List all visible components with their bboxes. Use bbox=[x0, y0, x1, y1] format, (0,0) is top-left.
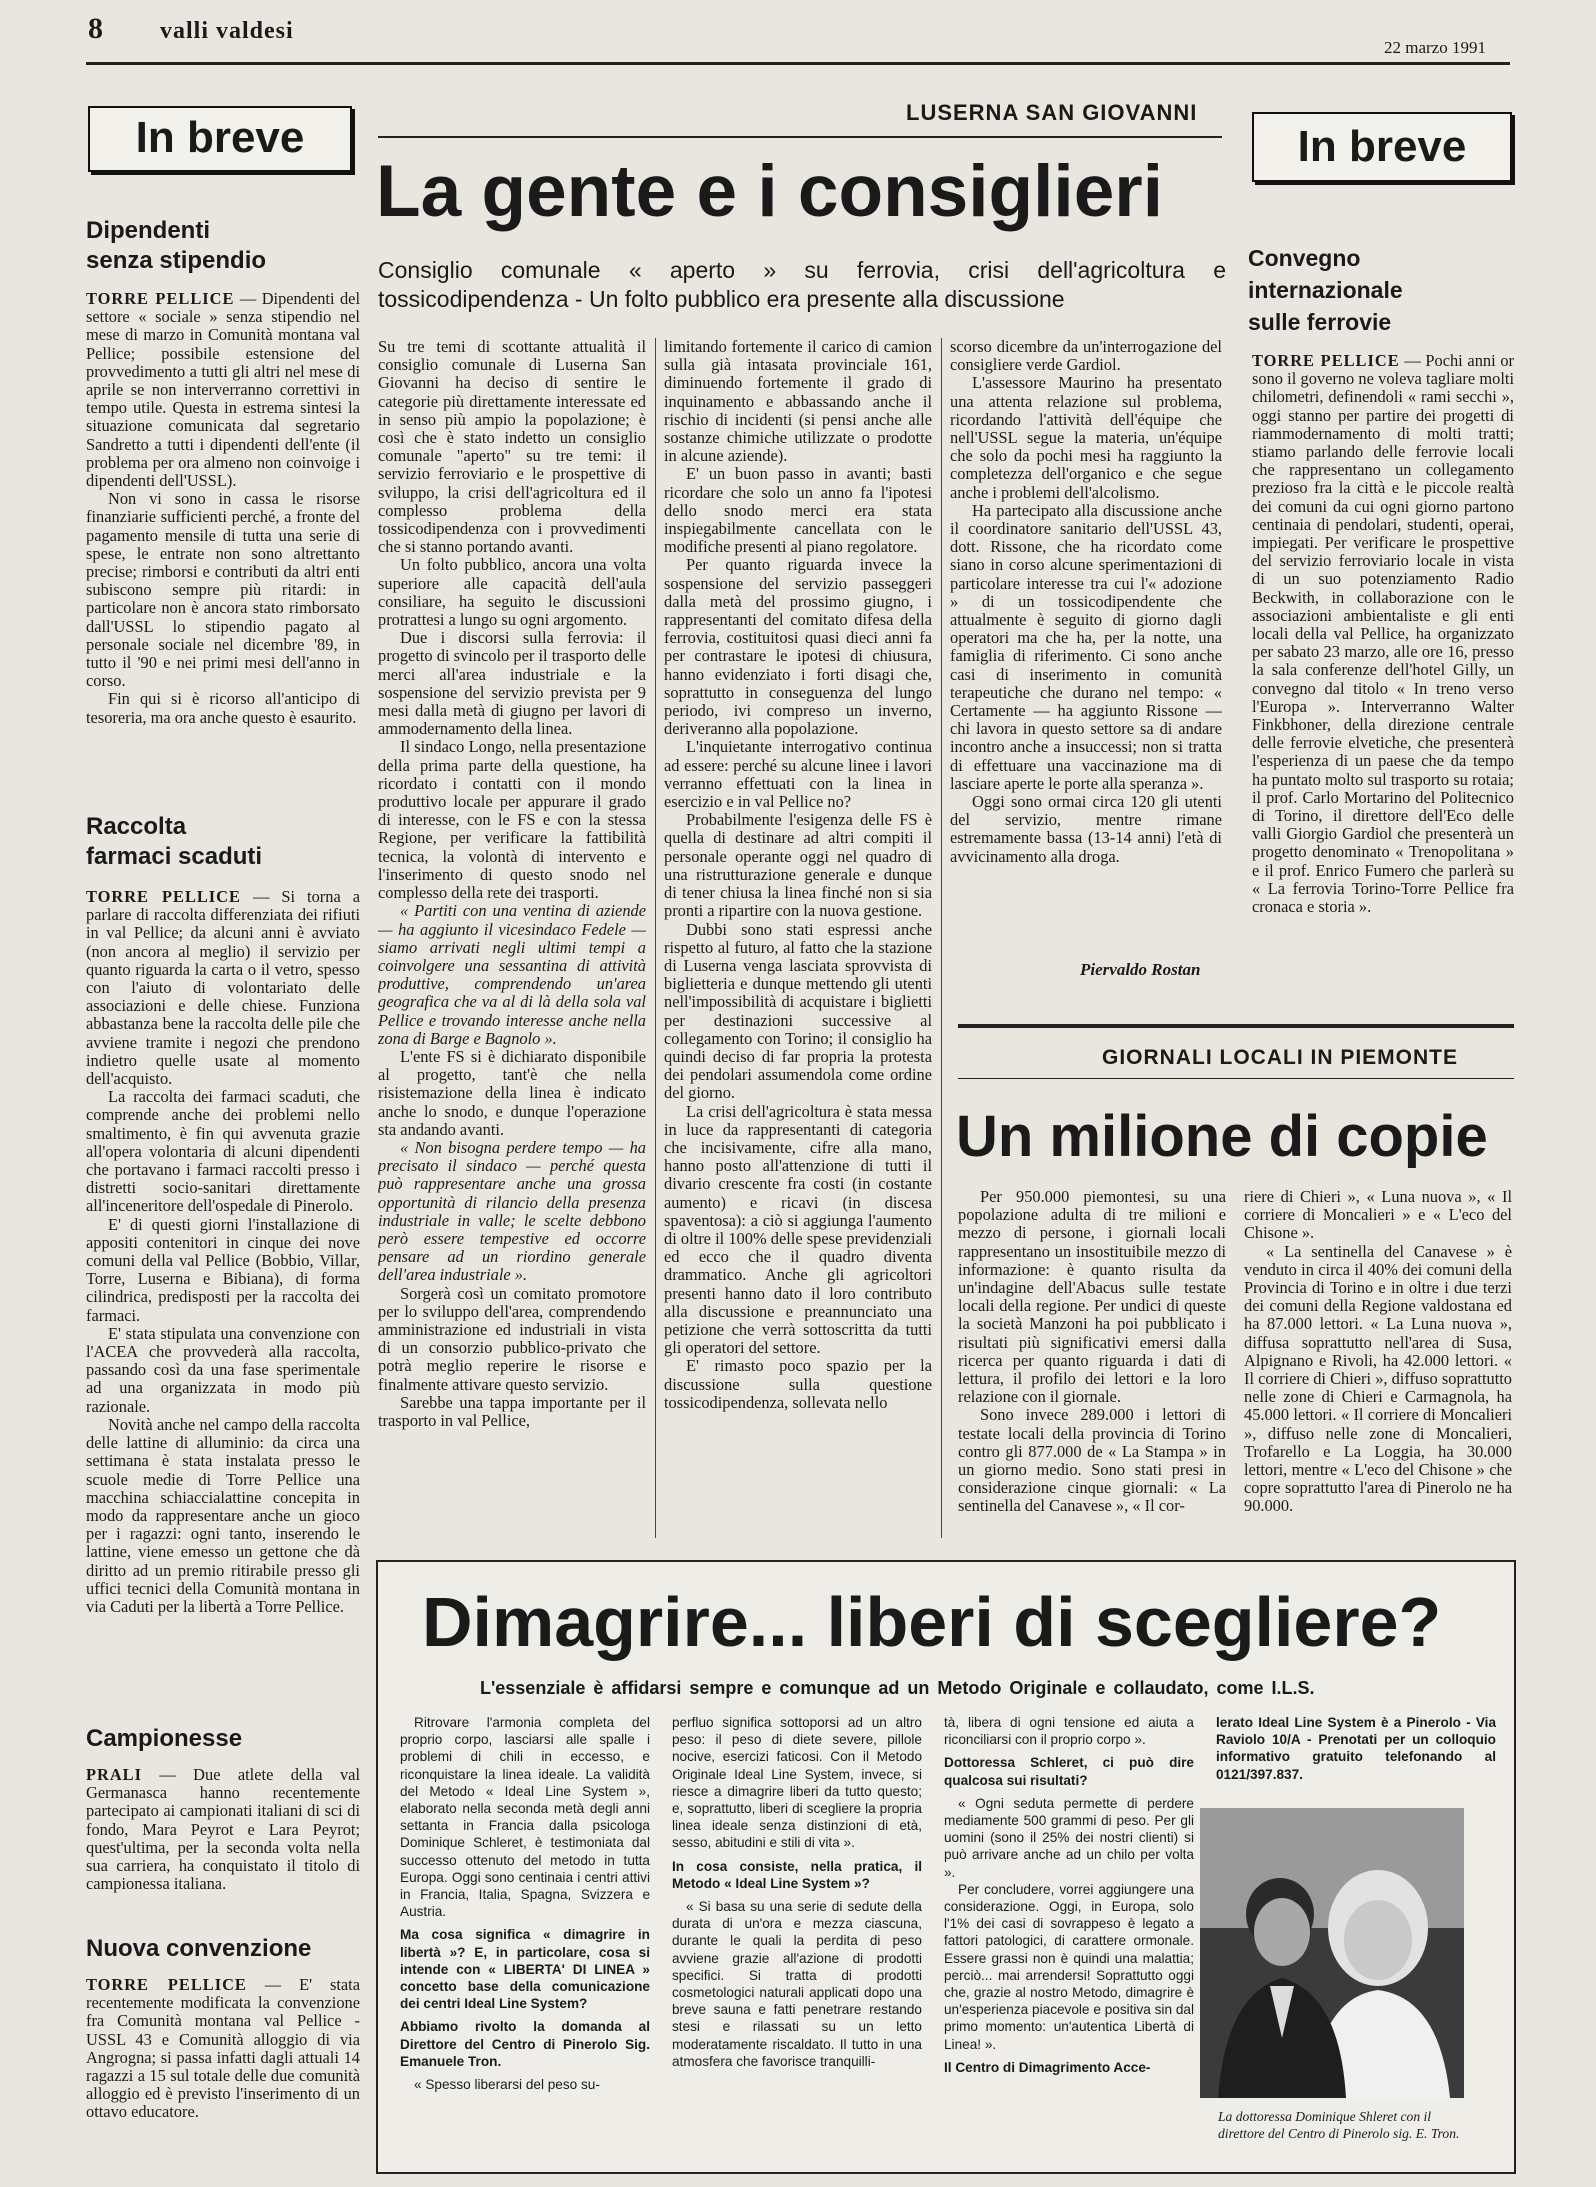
main-col3-para-4: Oggi sono ormai circa 120 gli utenti del servizio, mentre rimane estremamente bassa (13-14 anni) l'età di avvicinamento alla droga. bbox=[950, 792, 1222, 866]
left-item-1-para-2: Non vi sono in cassa le risorse finanziarie sufficienti perché, a fronte del pagamento mensile di tutta una serie di spese, le entrate non sono altrettanto precise; rimborsi e contributi da altri enti subiscono sempre più ritardi: in particolare non è ancora stato rimborsato dall'USSL lo stipendio pagato al personale sociale nel dicembre '89, in tutto il '90 e nei primi mesi dell'anno in corso. bbox=[86, 489, 360, 691]
right-item-title-line1: Convegno bbox=[1248, 245, 1361, 271]
main-col1-para-6: L'ente FS si è dichiarato disponibile al progetto, tant'è che nella risistemazione della linea è indicato anche lo snodo, e dunque l'operazione sta andando avanti. bbox=[378, 1046, 646, 1139]
main-col1-para-3: Due i discorsi sulla ferrovia: il progetto di svincolo per il trasporto delle merci all'area industriale e la sospensione del servizio prevista per 9 mesi dalla metà di giugno per lavori di ammodernamento della linea. bbox=[378, 628, 646, 739]
right-item-body: — Pochi anni or sono il governo ne voleva tagliare molti chilometri, definendoli « rami secchi », oggi stanno per partire dei progetti di riammodernamento di molti tratti; stiamo parlando delle ferrovie locali che rappresentano un collegamento prezioso fra la città e le piccole realtà dei comuni da cui ogni giorno partono centinaia di pendolari, studenti, operai, impiegati. Per verificare le prospettive del servizio ferroviario locale in vista di un suo potenziamento Radio Beckwith, in collaborazione con le associazioni ambientaliste e gli enti locali della val Pellice, ha organizzato per sabato 23 marzo, alle ore 16, presso la sala conferenze dell'hotel Gilly, un convegno dal titolo « In treno verso l'Europa ». Interverranno Walter Finkbhoner, della direzione centrale delle ferrovie elvetiche, che presenterà l'esperienza di un paese che da tempo ha puntato molto sul trasporto su rotaia; il prof. Carlo Mortarino del Politecnico di Torino, il direttore dell'Eco delle valli Giorgio Gardiol che presenterà un progetto denominato « Trenopolitana » e il prof. Enrico Fumero che parlerà su « La ferrovia Torino-Torre Pellice fra cronaca e storia ». bbox=[1252, 352, 1514, 917]
ad-tagline: L'essenziale è affidarsi sempre e comunque ad un Metodo Originale e collaudato, come I.L.S. bbox=[480, 1678, 1315, 1698]
ad-col2-para-2: « Si basa su una serie di sedute della durata di un'ora e mezza ciascuna, durante le quali la perdita di peso avviene grazie all'azione di prodotti specifici. Si tratta di prodotti cosmetologici naturali applicati dopo una breve sauna e fatti penetrare restando stesi e rilassati su un letto moderatamente riscaldato. Il tutto in una atmosfera che favorisce tranquilli- bbox=[672, 1899, 922, 2069]
main-col3-para-1: scorso dicembre da un'interrogazione del consigliere verde Gardiol. bbox=[950, 338, 1222, 375]
left-item-4-text bbox=[86, 1976, 360, 2176]
ad-col-2 bbox=[672, 1714, 922, 2166]
main-headline: La gente e i consiglieri bbox=[376, 151, 1163, 232]
copie-col1-para-1: Per 950.000 piemontesi, su una popolazione adulta di tre milioni e mezzo di persone, i giornali locali rappresentano un insostituibile mezzo di informazione: è quanto risulta da un'indagine dell'Abacus sulle testate locali della regione. Per undici di queste la società Manzoni ha poi pubblicato i risultati più significativi emersi dalla ricerca per quanto riguarda i dati di lettura, il profilo dei lettori e la loro relazione con il giornale. bbox=[958, 1188, 1226, 1407]
main-col-1 bbox=[378, 338, 646, 1538]
ad-col2-para-1: perfluo significa sottoporsi ad un altro peso: il peso di diete severe, pillole nocive, esercizi faticosi. Con il Metodo Originale Ideal Line System, invece, si riesce a dimagrire liberi da tutto questo; e, soprattutto, liberi di scegliere la propria linea ideale senza distinzioni di età, sesso, abitudini e stili di vita ». bbox=[672, 1715, 922, 1851]
ad-col3-question-1: Dottoressa Schleret, ci può dire qualcosa sui risultati? bbox=[944, 1755, 1194, 1788]
main-col-divider-2 bbox=[941, 338, 942, 1538]
left-item-3-place: PRALI bbox=[86, 1766, 142, 1784]
paper-name: valli valdesi bbox=[160, 18, 294, 44]
ad-photo-caption: La dottoressa Dominique Shleret con il direttore del Centro di Pinerolo sig. E. Tron. bbox=[1218, 2109, 1460, 2141]
main-col2-para-4: L'inquietante interrogativo continua ad essere: perché su alcune linee i lavori verranno effettuati con la linea in esercizio e in val Pellice no? bbox=[664, 737, 932, 812]
main-col2-para-1: limitando fortemente il carico di camion sulla già intasata provinciale 161, diminuendo fortemente il grado di inquinamento e abbassando anche il rischio di incidenti (si pensi anche alle sostanze chimiche utilizzate o prodotte in alcune aziende). bbox=[664, 338, 932, 466]
left-item-1-text bbox=[86, 290, 360, 825]
left-item-4-place: TORRE PELLICE bbox=[86, 1976, 247, 1994]
left-item-4-title: Nuova convenzione bbox=[86, 1935, 312, 1962]
left-item-2-title-line1: Raccolta bbox=[86, 813, 187, 840]
main-col1-para-9: Sarebbe una tappa importante per il trasporto in val Pellice, bbox=[378, 1392, 646, 1430]
left-item-3-text bbox=[86, 1766, 360, 1908]
ad-col3-para-3: Per concludere, vorrei aggiungere una considerazione. Oggi, in Europa, solo l'1% dei casi di sovrappeso è legato a fattori patologici, di carattere ormonale. Essere grassi non è quindi una malattia; perciò... mai arrendersi! Soprattutto oggi che, grazie al nostro Metodo, dimagrire è un'esperienza piacevole e positiva sin dal primo momento: un'autentica Libertà di Linea! ». bbox=[944, 1881, 1194, 2052]
copie-col-1 bbox=[958, 1188, 1226, 1540]
main-col2-para-8: E' rimasto poco spazio per la discussione sulla questione tossicodipendenza, sollevata nello bbox=[664, 1356, 932, 1412]
copie-kicker-rule bbox=[958, 1078, 1514, 1079]
left-item-1-para-3: Fin qui si è ricorso all'anticipo di tesoreria, ma ora anche questo è esaurito. bbox=[86, 689, 360, 727]
page-number: 8 bbox=[88, 12, 103, 45]
left-item-1-title bbox=[86, 216, 366, 276]
ad-photo-image bbox=[1200, 1808, 1464, 2098]
main-col1-para-4: Il sindaco Longo, nella presentazione della prima parte della questione, ha ricordato i contatti con il mondo produttivo locale per appurare il grado di interesse, con le FS e con la stessa Regione, per verificare la fattibilità tecnica, la volontà di intervento e l'inserimento di questo snodo nel complesso della rete dei trasporti. bbox=[378, 737, 646, 903]
ad-col2-question-1: In cosa consiste, nella pratica, il Metodo « Ideal Line System »? bbox=[672, 1858, 922, 1891]
ad-photo bbox=[1200, 1808, 1464, 2098]
main-col2-para-7: La crisi dell'agricoltura è stata messa in luce da rappresentanti di categoria che incisivamente, cifre alla mano, hanno posto all'attenzione di tutti il divario crescente fra costi (in costante aumento) e ricavi (in discesa spaventosa): a ciò si aggiunga l'aumento di oltre il 100% delle spese previdenziali ed ecco che il quadro diventa drammatico. Anche gli agricoltori presenti hanno dato il loro contributo alla discussione e preannunciato una petizione che verrà sottoscritta da tutti gli operatori del settore. bbox=[664, 1101, 932, 1358]
left-item-1-title-line1: Dipendenti bbox=[86, 217, 210, 244]
ad-col1-question-1: Ma cosa significa « dimagrire in libertà »? E, in particolare, cosa si intende con « LIBERTA' DI LINEA » concetto base della comunicazione dei centri Ideal Line System? bbox=[400, 1927, 650, 2012]
left-item-2-title bbox=[86, 812, 366, 872]
left-item-2-para-3: E' di questi giorni l'installazione di appositi contenitori in cinque dei nove comuni della val Pellice (Bobbio, Villar, Torre, Luserna e Bibiana), di forma cilindrica, predisposti per la raccolta dei farmaci. bbox=[86, 1214, 360, 1325]
ad-col1-para-1: Ritrovare l'armonia completa del proprio corpo, lasciarsi alle spalle i problemi di chili in eccesso, e riconquistare la linea ideale. La validità del Metodo « Ideal Line System », elaborato nella seconda metà degli anni settanta in Francia dalla psicologa Dominique Schleret, è testimoniata dal successo ottenuto del metodo in tutta Europa. Oggi sono centinaia i centri attivi in Francia, Italia, Spagna, Svizzera e Austria. bbox=[400, 1715, 650, 1920]
ad-col-3 bbox=[944, 1714, 1194, 2166]
main-col-3 bbox=[950, 338, 1222, 956]
main-col2-para-3: Per quanto riguarda invece la sospensione del servizio passeggeri dalla metà del prossimo giugno, i rappresentanti del comitato difesa della ferrovia, costituitosi quasi dieci anni fa per contrastare le ipotesi di chiusura, hanno evidenziato i forti disagi che, soprattutto in conseguenza del lungo periodo, ivi compreso un inverno, deriveranno alla popolazione. bbox=[664, 555, 932, 739]
main-col-2 bbox=[664, 338, 932, 1538]
ad-col3-signoff: Il Centro di Dimagrimento Acce- bbox=[944, 2059, 1151, 2075]
ad-col3-para-1: tà, libera di ogni tensione ed aiuta a riconciliarsi con il proprio corpo ». bbox=[944, 1715, 1194, 1748]
ad-contact: lerato Ideal Line System è a Pinerolo - Via Raviolo 10/A - Prenotati per un colloquio informativo gratuito telefonando al 0121/397.837. bbox=[1216, 1715, 1496, 1782]
left-item-1-place: TORRE PELLICE bbox=[86, 290, 235, 308]
main-signature: Piervaldo Rostan bbox=[1080, 960, 1201, 979]
left-in-breve-box: In breve bbox=[88, 106, 352, 172]
right-item-place: TORRE PELLICE bbox=[1252, 352, 1400, 370]
main-col2-para-6: Dubbi sono stati espressi anche rispetto al futuro, al fatto che la stazione di Luserna venga lasciata sprovvista di biglietteria e dunque mettendo gli utenti nell'impossibilità di acquistare i biglietti per destinazioni successive al collegamento con Torino; il consiglio ha quindi deciso di far propria la protesta dei pendolari assumendola come ordine del giorno. bbox=[664, 919, 932, 1103]
left-item-2-text bbox=[86, 888, 360, 1736]
main-kicker: LUSERNA SAN GIOVANNI bbox=[906, 100, 1198, 125]
right-item-title-line3: sulle ferrovie bbox=[1248, 309, 1392, 335]
ad-col3-para-2: « Ogni seduta permette di perdere mediamente 500 grammi di peso. Per gli uomini (sono il 25% dei nostri clienti) si può arrivare anche ad un chilo per volta ». bbox=[944, 1795, 1194, 1880]
ad-headline: Dimagrire... liberi di scegliere? bbox=[422, 1583, 1442, 1661]
left-item-1-title-line2: senza stipendio bbox=[86, 247, 267, 274]
main-col1-para-2: Un folto pubblico, ancora una volta superiore alle capacità dell'aula consiliare, ha seguito le discussioni protrattesi a lungo su ogni argomento. bbox=[378, 555, 646, 630]
left-item-2-place: TORRE PELLICE bbox=[86, 888, 241, 906]
right-item-title bbox=[1248, 242, 1518, 338]
issue-date: 22 marzo 1991 bbox=[1384, 38, 1486, 57]
main-col1-para-7: « Non bisogna perdere tempo — ha precisato il sindaco — perché questa può rappresentare anche una grossa opportunità di rilancio della presenza industriale in valle; le scelte debbono però essere tempestive ed occorre pensare ad un riordino generale dell'area industriale ». bbox=[378, 1137, 646, 1285]
main-col-divider-1 bbox=[655, 338, 656, 1538]
left-item-2-para-4: E' stata stipulata una convenzione con l'ACEA che provvederà alla raccolta, passando così da una fase sperimentale ad una organizzata in modo più razionale. bbox=[86, 1323, 360, 1416]
copie-top-rule bbox=[958, 1024, 1514, 1028]
main-col1-para-5: « Partiti con una ventina di aziende — ha aggiunto il vicesindaco Fedele — siamo arrivati negli ultimi tempi a coinvolgere una sessantina di attività produttive, comprendendo un'area geografica che va al di là della sola val Pellice e trovando interesse anche nella zona di Barge e Bagnolo ». bbox=[378, 901, 646, 1048]
left-item-3-title: Campionesse bbox=[86, 1725, 243, 1752]
left-item-4-para-1: — E' stata recentemente modificata la convenzione fra Comunità montana val Pellice - USSL 43 e Comunità alloggio di via Angrogna; si passa infatti dagli attuali 14 ragazzi a 15 sul totale delle due comunità alloggio ed è previsto l'inserimento di un ottavo educatore. bbox=[86, 1976, 360, 2122]
main-kicker-rule bbox=[378, 136, 1222, 138]
copie-col2-para-1: riere di Chieri », « Luna nuova », « Il corriere di Moncalieri » e « L'eco del Chisone ». bbox=[1244, 1188, 1512, 1243]
main-col1-para-8: Sorgerà così un comitato promotore per lo sviluppo dell'area, comprendendo amministrazione ed industriali in vista di un consorzio pubblico-privato che potrà meglio reperire le risorse e finalmente attivare questo servizio. bbox=[378, 1283, 646, 1394]
ad-box bbox=[376, 1560, 1516, 2174]
left-item-3-para-1: — Due atlete della val Germanasca hanno recentemente partecipato ai campionati italiani di sci di fondo, Mara Peyrot e Lara Peyrot; quest'ultima, per la seconda volta nella sua carriera, ha conquistato il titolo di campionessa italiana. bbox=[86, 1766, 360, 1894]
masthead-rule bbox=[86, 62, 1510, 65]
left-item-2-para-1: — Si torna a parlare di raccolta differenziata dei rifiuti in val Pellice; da alcuni anni è avviato (non ancora al meglio) il servizio per quanto riguarda la carta o il vetro, spesso con l'aiuto di volontariato delle associazioni e delle chiese. Funziona abbastanza bene la raccolta delle pile che avviene tramite i negozi che prendono indietro quelle usate al momento dell'acquisto. bbox=[86, 888, 360, 1089]
ad-col1-para-2: « Spesso liberarsi del peso su- bbox=[414, 2077, 600, 2093]
main-deck: Consiglio comunale « aperto » su ferrovia, crisi dell'agricoltura e tossicodipendenza - Un folto pubblico era presente alla discussione bbox=[378, 257, 1226, 312]
right-item-title-line2: internazionale bbox=[1248, 277, 1403, 303]
copie-col-2 bbox=[1244, 1188, 1512, 1540]
left-item-2-para-5: Novità anche nel campo della raccolta delle lattine di alluminio: da circa una settimana è stata instalata presso le scuole medie di Torre Pellice una macchina schiaccialattine concepita in modo da rappresentare anche un gioco per i ragazzi: ogni tanto, inserendo le lattine, viene emesso un gettone che dà diritto ad un premio ritirabile presso gli uffici tecnici della Comunità montana in via Caduti per la libertà a Torre Pellice. bbox=[86, 1414, 360, 1616]
copie-col1-para-2: Sono invece 289.000 i lettori di testate locali della provincia di Torino contro gli 877.000 de « La Stampa » in un giorno medio. Sono stati presi in considerazione cinque giornali: « La sentinella del Canavese », « Il cor- bbox=[958, 1405, 1226, 1516]
left-item-1-para-1: — Dipendenti del settore « sociale » senza stipendio nel mese di marzo in Comunità montana val Pellice; possibile estensione del provvedimento a tutti gli altri nel mese di aprile se non interverranno correttivi in tempo utile. Questa in estrema sintesi la situazione comunicata dal segretario Sandretto a tutti i dipendenti dell'ente (il problema per ora almeno non coinvoige i dipendenti dell'USSL). bbox=[86, 290, 360, 491]
main-col1-para-1: Su tre temi di scottante attualità il consiglio comunale di Luserna San Giovanni ha deciso di sentire le categorie più direttamente interessate ed in senso più ampio la popolazione; è così che è stato indetto un consiglio comunale "aperto" su tre temi: il servizio ferroviario e le prospettive di sviluppo, la crisi dell'agricoltura ed il complesso problema della tossicodipendenza con i provvedimenti che si stanno portando avanti. bbox=[378, 338, 646, 557]
left-item-2-para-2: La raccolta dei farmaci scaduti, che comprende anche dei problemi nello smaltimento, è fin qui avvenuta grazie all'opera volontaria di alcuni dipendenti che portavano i farmaci raccolti presso i distretti socio-sanitari direttamente all'inceneritore dell'ospedale di Pinerolo. bbox=[86, 1087, 360, 1216]
main-col3-para-3: Ha partecipato alla discussione anche il coordinatore sanitario dell'USSL 43, dott. Rissone, che ha ricordato come siano in corso alcune sperimentazioni di particolare interesse tra cui l'« adozione » di un tossicodipendente che attualmente è seguito di giorno dagli operatori ma che ha, per la notte, una famiglia di riferimento. Ci sono anche casi di inserimento in comunità terapeutiche che durano nel tempo: « Certamente — ha aggiunto Rissone — chi lavora in questo settore sa di andare incontro anche a insuccessi; non si tratta di effettuare una vaccinazione ma di lasciare aperte le porte alla speranza ». bbox=[950, 500, 1222, 793]
ad-col-1 bbox=[400, 1714, 650, 2166]
right-in-breve-box: In breve bbox=[1252, 112, 1512, 182]
right-item-text bbox=[1252, 352, 1514, 992]
ad-col1-question-2: Abbiamo rivolto la domanda al Direttore del Centro di Pinerolo Sig. Emanuele Tron. bbox=[400, 2019, 650, 2069]
copie-kicker: GIORNALI LOCALI IN PIEMONTE bbox=[1102, 1046, 1458, 1069]
copie-headline: Un milione di copie bbox=[956, 1104, 1488, 1169]
left-item-2-title-line2: farmaci scaduti bbox=[86, 843, 263, 870]
main-col2-para-5: Probabilmente l'esigenza delle FS è quella di destinare ad altri compiti il personale operante oggi nel quadro di una ristrutturazione generale e dunque di tener chiusa la linea finché non si sia pronti a ripartire con la nuova gestione. bbox=[664, 810, 932, 921]
main-col3-para-2: L'assessore Maurino ha presentato una attenta relazione sul problema, ricordando l'attività dell'équipe che nell'USSL segue la materia, un'équipe che solo da pochi mesi ha raggiunto la completezza dell'organico e che segue anche i problemi dell'alcolismo. bbox=[950, 373, 1222, 502]
main-col2-para-2: E' un buon passo in avanti; basti ricordare che solo un anno fa l'ipotesi dello snodo merci era stata inspiegabilmente cancellata con le modifiche presenti al piano regolatore. bbox=[664, 464, 932, 557]
copie-col2-para-2: « La sentinella del Canavese » è venduto in circa il 40% dei comuni della Provincia di Torino e in oltre i due terzi dei comuni della Regione valdostana ed ha 87.000 lettori. « La Luna nuova », diffusa soprattutto nell'area di Susa, Alpignano e Rivoli, ha 42.000 lettori. « Il corriere di Chieri », diffuso soprattutto nelle zone di Chieri e Carmagnola, ha 45.000 lettori. « Il corriere di Moncalieri », diffuso nelle zone di Moncalieri, Trofarello e La Loggia, ha 30.000 lettori, mentre « L'eco del Chisone » che copre soprattutto l'area di Pinerolo ne ha 90.000. bbox=[1244, 1241, 1512, 1516]
